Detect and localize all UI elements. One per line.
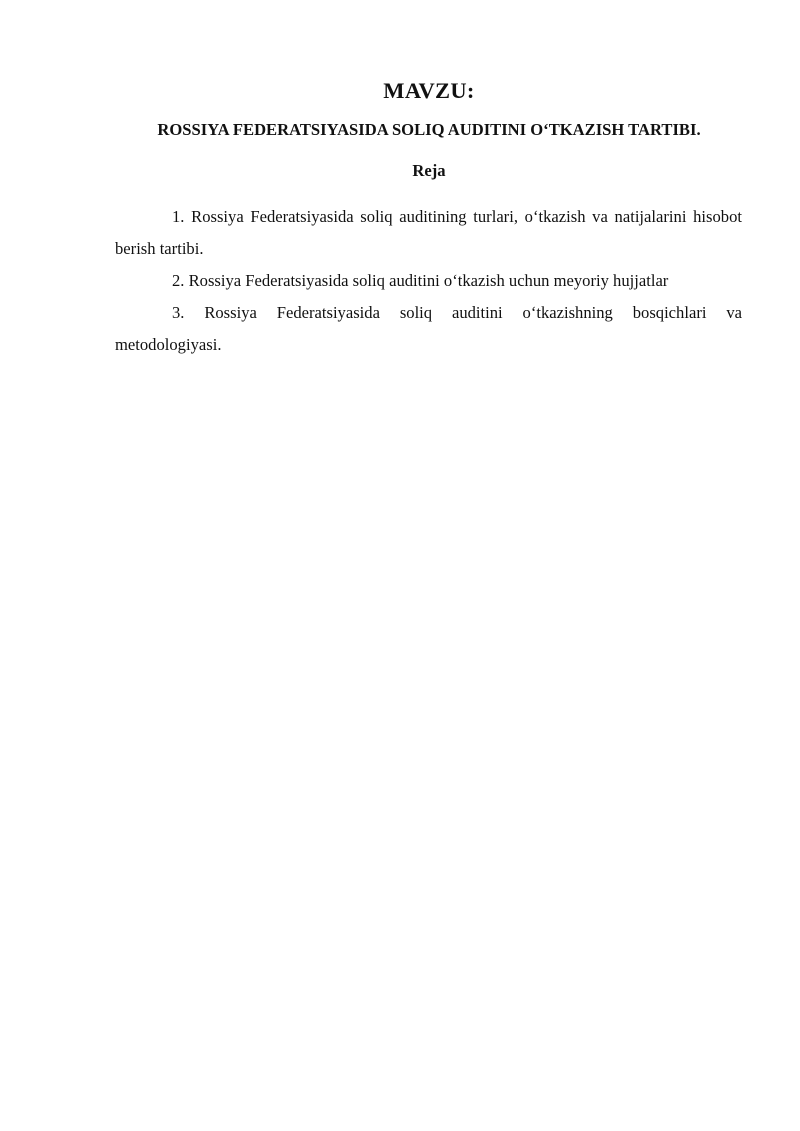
plan-item: 1. Rossiya Federatsiyasida soliq auditining turlari, o‘tkazish va natijalarini hisobot berish tartibi.	[115, 207, 742, 258]
document-title: MAVZU:	[383, 78, 475, 103]
plan-item: 3. Rossiya Federatsiyasida soliq auditini o‘tkazishning bosqichlari va metodologiyasi.	[115, 303, 742, 354]
plan-list	[115, 201, 742, 361]
topic-heading: ROSSIYA FEDERATSIYASIDA SOLIQ AUDITINI O‘TKAZISH TARTIBI.	[157, 120, 701, 139]
plan-heading: Reja	[412, 161, 446, 180]
plan-item: 2. Rossiya Federatsiyasida soliq auditini o‘tkazish uchun meyoriy hujjatlar	[172, 271, 669, 290]
